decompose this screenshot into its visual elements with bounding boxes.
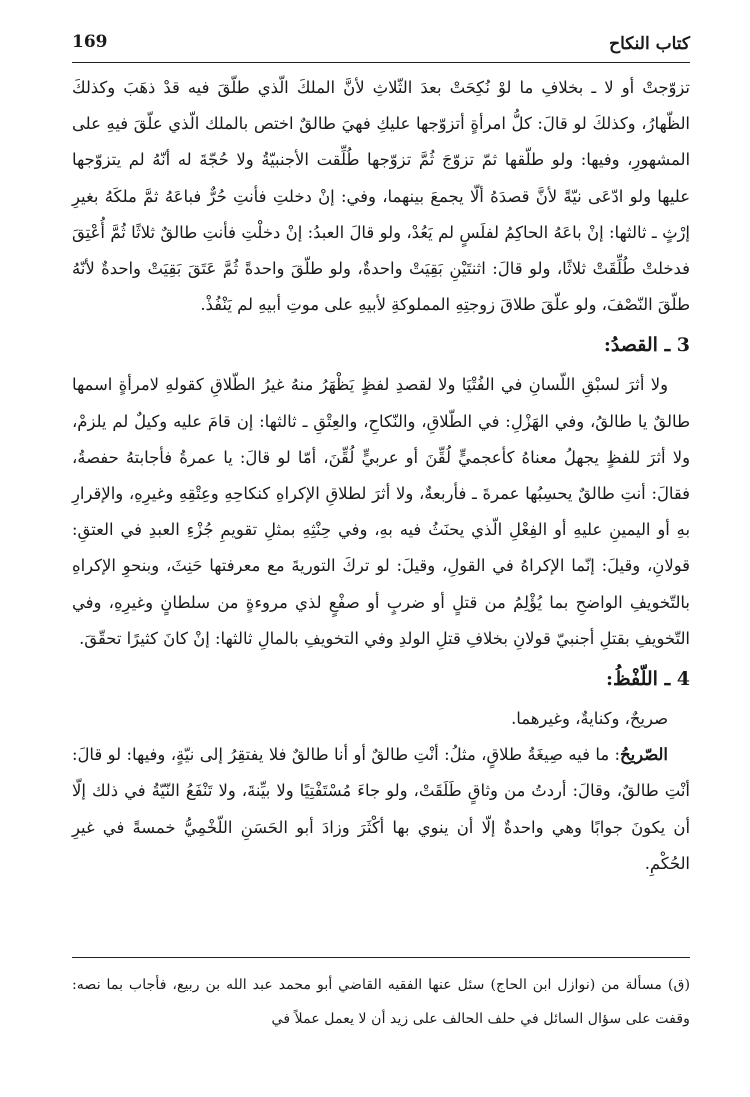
text-line: اسمها طالقٌ يا طالقُ، وفي الهَزْلِ: في الطّلاقِ، والنّكاحِ، والعِتْقِ ـ ثالثها: إن قامَ عليه [72,375,690,431]
paragraph-4 [72,737,690,882]
text-line: الحَسَنِ اللّخْمِيُّ خمسةً في غيرِ الحُكْمِ. [72,817,690,873]
text-line: تزوّجتْ أو لا ـ بخلافِ ما لوْ نُكِحَتْ بعدَ الثّلاثِ لأنَّ الملكَ الّذي طلّقَ فيه قدْ ذهَبَ [123,78,690,97]
text-line: ولا أثرَ لسبْقِ اللّسانِ في الفُتْيَا ولا لقصدِ لفظٍ يَظْهَرُ منهُ غيرُ الطّلاقِ كقولهِ لامرأةٍ [118,375,668,395]
text-line: ولا حُجّةَ له أنّهُ لم يتزوّجها عليها ولو ادّعَى نيّةً لأنَّ قصدَهُ ألّا يجمعَ بينهما، وفي: إنْ [72,150,690,206]
text-line: صريحٌ، وكنايةٌ، وغيرهما. [511,709,668,729]
paragraph-2 [72,367,690,657]
section-heading-wording: 4 ـ اللّفْظُ: [605,668,690,691]
text-line: وكيلٌ لم يلزمْ، ولا أثرَ للفظٍ يجهلُ معناهُ كأعجميٍّ لُقِّنَ أو عربيٍّ لُقِّنَ، أمّا لو قالَ: يا [72,411,690,467]
text-line: بَقِيَتْ واحدةٌ، ولو طلّقَ واحدةً ثُمَّ عَتَقَ بَقِيَتْ واحدةٌ لأنّهُ طلّقَ النّصْفَ، ولو علّقَ طلاقَ [72,259,690,315]
text-line: دخلتِ فأنتِ حُرٌّ فباعَهُ ثمَّ ملكَهُ بغيرِ إرْثٍ ـ ثالثها: إنْ باعَهُ الحاكِمُ لفلَسٍ لم يَعُدْ، ولو [72,186,690,242]
text-line: قالَ العبدُ: إنْ دخلْتِ فأنتِ طالقٌ ثلاثًا ثُمَّ أُعْتِقَ فدخلتْ طُلِّقَتْ ثلاثًا، ولو قالَ: اثنتَيْنِ [72,222,690,279]
footnote-divider [72,957,690,958]
text-line: ولا تَنْفَعُ النّيّةُ في ذلك إلّا أن يكونَ جوابًا وهي واحدةٌ إلّا أن ينوي بها أكْثَرَ وزادَ أبو [72,781,691,837]
main-text [72,70,690,882]
text-line: وكذلكَ الظّهارُ، وكذلكَ لو قالَ: كلُّ امرأةٍ أتزوّجها عليكِ فهيَ طالقٌ اختص بالملك [72,78,690,134]
paragraph-3 [72,701,690,737]
page-number: 169 [72,32,108,52]
defined-term: الصّريحُ [620,745,668,765]
footnote [72,968,690,1036]
running-title: كتاب النكاح [609,34,690,54]
section-heading-intent: 3 ـ القصدُ: [603,334,690,357]
text-line: الّذي علّقَ فيهِ على المشهورِ، وفيها: ولو طلّقها ثمّ تزوّجَ ثُمَّ تزوّجها طُلِّقت الأجنبيّةُ [72,114,691,170]
footnote-area [72,968,690,1036]
text-line: بمثلِ تقويمِ جُزْءِ العبدِ في العتقِ: قولانِ، وقيلَ: إنّما الإكراهُ في القولِ، وقيلَ: لو تركَ [72,520,690,576]
paragraph-1 [72,70,690,323]
text-line: زوجتِهِ المملوكةِ لأبيهِ على موتِ أبيهِ لم يَنْفُذْ. [200,295,496,315]
text-line: كنكاحِهِ وعِتْقِهِ وغيرِهِ، والإقرارِ بهِ أو اليمينِ عليهِ أو الفِعْلِ الّذي يحنَثُ فيه بهِ، وفي حِنْثِهِ [72,484,691,540]
text-line: عمرةُ فأجابتهُ حفصةُ، فقالَ: أنتِ طالقٌ يحسِبُها عمرةَ ـ فأربعةٌ، ولا أثرَ لطلاقِ الإكراهِ [72,447,691,504]
text-line: وفيها: لو قالَ: أنْتِ طالقٌ، وقالَ: أردتُ من وثاقٍ طَلَقَتْ، ولو جاءَ مُسْتَفْتِيًا ولا بيِّنةَ، [72,745,690,801]
footnote-line: (ق) مسألة من (نوازل ابن الحاج) سئل عنها الفقيه القاضي أبو محمد عبد الله بن ربيع، [172,977,691,993]
text-line: وفي التخويفِ بالمالِ ثالثها: إنْ كانَ كثيرًا تحقّقَ. [79,628,394,648]
text-line: صفْعٍ لذي مروءةٍ من سلطانٍ وغيرِهِ، وفي التّخويفِ بقتلِ أجنبيّ قولانِ بخلافِ قتلِ الولدِ [72,592,690,648]
text-line: التوريةَ مع معرفتها حَنِثَ، وبنحوِ الإكراهِ بالتّخويفِ الواضحِ بما يُؤْلِمُ من قتلٍ أو ضربٍ أو [72,556,690,612]
footnote-line: فأجاب بما نصه: وقفت على سؤال السائل في حلف الحالف على زيد أن لا يعمل عملاً في [72,977,690,1027]
text-line: : ما فيه صِيغَةُ طلاقٍ، مثلُ: أنْتِ طالقٌ أو أنا طالقٌ فلا يفتقِرُ إلى نيّةٍ، [170,745,621,765]
page-header [72,28,690,63]
